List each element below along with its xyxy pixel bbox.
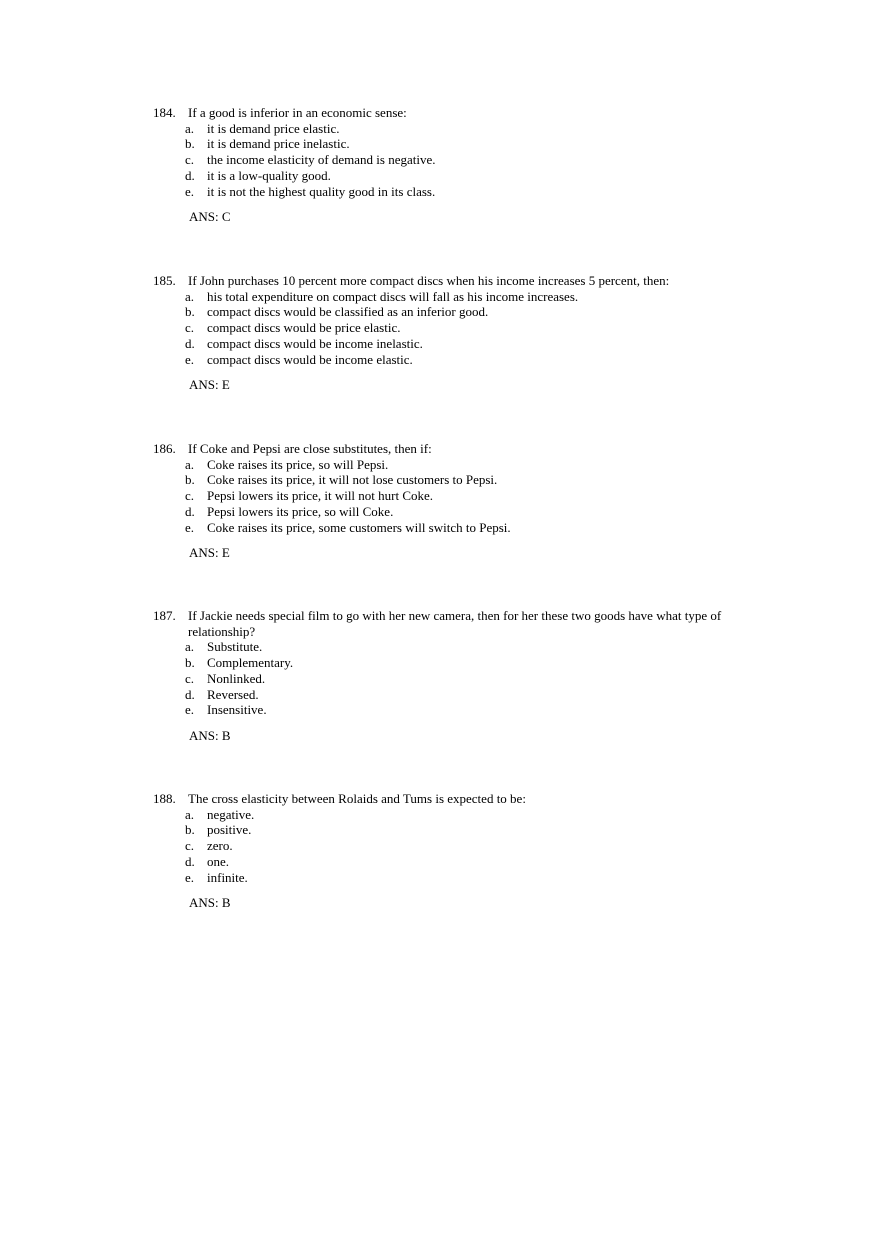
option-letter: b. — [185, 655, 195, 671]
option-letter: a. — [185, 639, 195, 655]
option-letter: d. — [185, 503, 195, 519]
option-text: Complementary. — [207, 655, 294, 671]
answer-key: ANS: B — [189, 727, 231, 743]
option-text: Coke raises its price, some customers will switch to Pepsi. — [207, 519, 511, 535]
option-letter: b. — [185, 136, 195, 152]
option-text: zero. — [207, 838, 233, 854]
option-text: Nonlinked. — [207, 670, 266, 686]
option-letter: e. — [185, 351, 195, 367]
option-letter: b. — [185, 304, 195, 320]
option-letter: c. — [185, 838, 195, 854]
option-text: negative. — [207, 806, 255, 822]
option-text: it is demand price inelastic. — [207, 136, 350, 152]
option-text: Pepsi lowers its price, it will not hurt Coke. — [207, 488, 434, 504]
option-letter: a. — [185, 288, 195, 304]
option-letter: d. — [185, 853, 195, 869]
option-letter: c. — [185, 488, 195, 504]
option-letter: d. — [185, 167, 195, 183]
option-text: compact discs would be income elastic. — [207, 351, 413, 367]
question-stem: If a good is inferior in an economic sense: — [188, 105, 407, 120]
option-letter: a. — [185, 456, 195, 472]
option-text: one. — [207, 853, 230, 869]
question-stem: If John purchases 10 percent more compact discs when his income increases 5 percent, then: — [188, 273, 670, 288]
option-letter: d. — [185, 335, 195, 351]
option-letter: c. — [185, 670, 195, 686]
option-text: it is not the highest quality good in its class. — [207, 183, 436, 199]
option-letter: c. — [185, 152, 195, 168]
option-text: Coke raises its price, so will Pepsi. — [207, 456, 389, 472]
question-stem: If Jackie needs special film to go with her new camera, then for her these two goods have what type of relationship? — [188, 608, 722, 639]
option-text: Reversed. — [207, 686, 259, 702]
option-text: Pepsi lowers its price, so will Coke. — [207, 503, 394, 519]
option-text: it is a low-quality good. — [207, 167, 331, 183]
option-text: the income elasticity of demand is negative. — [207, 152, 436, 168]
option-text: compact discs would be price elastic. — [207, 320, 401, 336]
option-letter: a. — [185, 806, 195, 822]
option-text: his total expenditure on compact discs will fall as his income increases. — [207, 288, 579, 304]
option-text: Coke raises its price, it will not lose customers to Pepsi. — [207, 472, 498, 488]
answer-key: ANS: B — [189, 895, 231, 911]
option-letter: b. — [185, 822, 195, 838]
option-letter: e. — [185, 869, 195, 885]
option-letter: e. — [185, 702, 195, 718]
question-stem: The cross elasticity between Rolaids and Tums is expected to be: — [188, 791, 526, 806]
option-letter: c. — [185, 320, 195, 336]
option-text: Substitute. — [207, 639, 263, 655]
option-text: compact discs would be classified as an inferior good. — [207, 304, 489, 320]
question-number: 188. — [153, 791, 176, 806]
option-text: it is demand price elastic. — [207, 120, 340, 136]
option-letter: d. — [185, 686, 195, 702]
answer-key: ANS: E — [189, 377, 230, 393]
question-stem: If Coke and Pepsi are close substitutes, then if: — [188, 441, 432, 456]
question-number: 185. — [153, 273, 176, 288]
option-text: positive. — [207, 822, 252, 838]
question-number: 184. — [153, 105, 176, 120]
option-letter: e. — [185, 183, 195, 199]
option-text: infinite. — [207, 869, 248, 885]
question-number: 186. — [153, 441, 176, 456]
option-letter: a. — [185, 120, 195, 136]
option-letter: e. — [185, 519, 195, 535]
answer-key: ANS: C — [189, 209, 231, 225]
question-number: 187. — [153, 608, 176, 623]
option-text: Insensitive. — [207, 702, 267, 718]
option-text: compact discs would be income inelastic. — [207, 335, 423, 351]
answer-key: ANS: E — [189, 545, 230, 561]
option-letter: b. — [185, 472, 195, 488]
